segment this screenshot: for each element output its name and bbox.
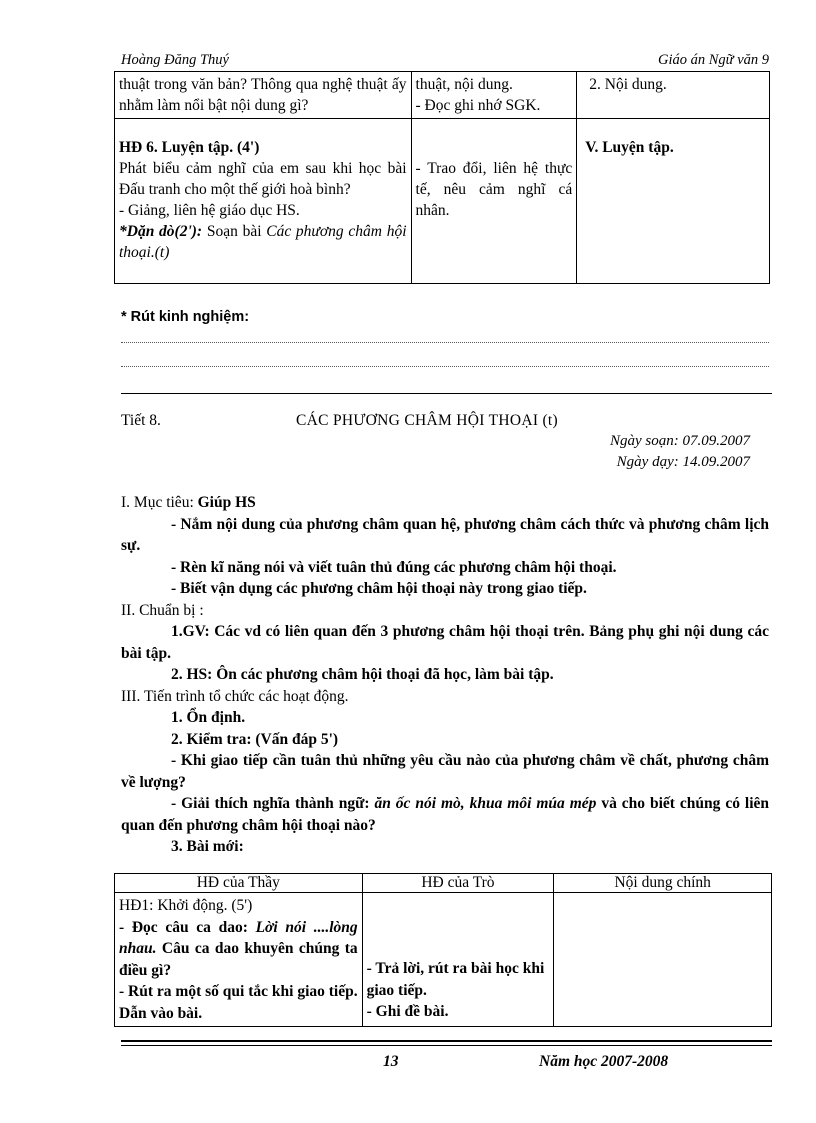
student-cell: [362, 893, 554, 1027]
folk-verse: Lời nói ....lòng nhau.: [119, 918, 358, 957]
student-text: - Trao đổi, liên hệ thực tế, nêu cảm nghĩ cá nhân.: [415, 160, 573, 219]
activity-heading: HĐ 6. Luyện tập. (4'): [119, 139, 260, 156]
table-header-row: [115, 874, 772, 893]
table-row: [115, 893, 772, 1027]
teacher-prefix: - Đọc câu ca dao:: [119, 918, 256, 936]
section-divider: [121, 393, 772, 394]
homework-text: Soạn bài: [202, 223, 267, 240]
school-year: Năm học 2007-2008: [539, 1053, 669, 1070]
teacher-text: [119, 917, 358, 982]
student-text: thuật, nội dung.: [415, 76, 513, 93]
process-heading: III. Tiến trình tổ chức các hoạt động.: [121, 687, 349, 705]
activity-heading: HĐ1: Khởi động. (5'): [119, 897, 253, 914]
teacher-note: - Giảng, liên hệ giáo dục HS.: [119, 202, 300, 219]
experience-label: * Rút kinh nghiệm:: [121, 309, 250, 325]
objective-item: - Biết vận dụng các phương châm hội thoại này trong giao tiếp.: [171, 580, 587, 597]
teacher-cell: [115, 72, 412, 119]
check-question: [121, 793, 769, 836]
homework: [119, 221, 407, 263]
objectives-prefix: I. Mục tiêu:: [121, 494, 198, 511]
objective-item: - Nắm nội dung của phương châm quan hệ, phương châm cách thức và phương châm lịch sự.: [121, 515, 769, 554]
question-prefix: - Giải thích nghĩa thành ngữ:: [171, 795, 375, 812]
teach-date: Ngày dạy: 14.09.2007: [616, 454, 750, 470]
dotted-line: [121, 366, 769, 367]
homework-label: *Dặn dò(2'):: [119, 223, 203, 240]
lesson-body: [121, 492, 769, 858]
page-number: 13: [383, 1053, 399, 1070]
footer-divider: [121, 1040, 772, 1046]
student-cell: [411, 119, 577, 284]
teacher-cell: [115, 119, 412, 284]
content-text: 2. Nội dung.: [589, 76, 667, 93]
student-text: - Ghi đề bài.: [366, 1003, 449, 1020]
content-cell: [577, 119, 770, 284]
preparation-heading: II. Chuẩn bị :: [121, 601, 204, 619]
column-header: Nội dung chính: [554, 874, 772, 893]
question-suffix: và cho biết chúng có liên quan đến phương châm hội thoại nào?: [121, 795, 770, 834]
content-cell: [577, 72, 770, 119]
question-idiom: ăn ốc nói mò, khua môi múa mép: [374, 795, 597, 812]
content-cell: [554, 893, 772, 1027]
process-step: 3. Bài mới:: [171, 838, 244, 855]
header-author: Hoàng Đăng Thuý: [121, 52, 229, 68]
column-header: HĐ của Trò: [362, 874, 554, 893]
preparation-gv: 1.GV: Các vd có liên quan đến 3 phương châm hội thoại trên. Bảng phụ ghi nội dung các bài tập.: [121, 623, 769, 662]
check-question: - Khi giao tiếp cần tuân thủ những yêu cầu nào của phương châm về chất, phương châm về lượng?: [121, 752, 769, 791]
teacher-suffix: Câu ca dao khuyên chúng ta điều gì?: [119, 940, 358, 979]
header-subject: Giáo án Ngữ văn 9: [657, 52, 769, 68]
continuation-table: [114, 71, 770, 284]
objectives-bold: Giúp HS: [197, 494, 256, 511]
table-row: [115, 72, 770, 119]
teacher-cell: [115, 893, 363, 1027]
column-header: HĐ của Thầy: [115, 874, 363, 893]
objectives-heading: [121, 492, 769, 514]
content-text: V. Luyện tập.: [585, 139, 674, 156]
objective-item: - Rèn kĩ năng nói và viết tuân thủ đúng các phương châm hội thoại.: [171, 558, 617, 576]
teacher-text: Phát biểu cảm nghĩ của em sau khi học bài Đấu tranh cho một thế giới hoà bình?: [119, 160, 407, 198]
activity-table: [114, 873, 772, 1027]
table-row: [115, 119, 770, 284]
homework-title: Các phương châm hội thoại.(t): [119, 223, 407, 261]
process-step: 1. Ổn định.: [171, 709, 246, 726]
dotted-line: [121, 342, 769, 343]
teacher-text: - Rút ra một số qui tắc khi giao tiếp. Dẫn vào bài.: [119, 983, 358, 1022]
student-cell: [411, 72, 577, 119]
period-label: Tiết 8.: [121, 412, 161, 429]
process-step: 2. Kiểm tra: (Vấn đáp 5'): [171, 730, 339, 748]
student-text: - Đọc ghi nhớ SGK.: [415, 97, 541, 114]
lesson-title: CÁC PHƯƠNG CHÂM HỘI THOẠI (t): [296, 412, 558, 429]
teacher-text: thuật trong văn bản? Thông qua nghệ thuật ấy nhằm làm nổi bật nội dung gì?: [119, 76, 407, 114]
prep-date: Ngày soạn: 07.09.2007: [610, 433, 750, 449]
preparation-hs: 2. HS: Ôn các phương châm hội thoại đã học, làm bài tập.: [171, 666, 554, 683]
student-text: - Trả lời, rút ra bài học khi giao tiếp.: [366, 960, 545, 999]
